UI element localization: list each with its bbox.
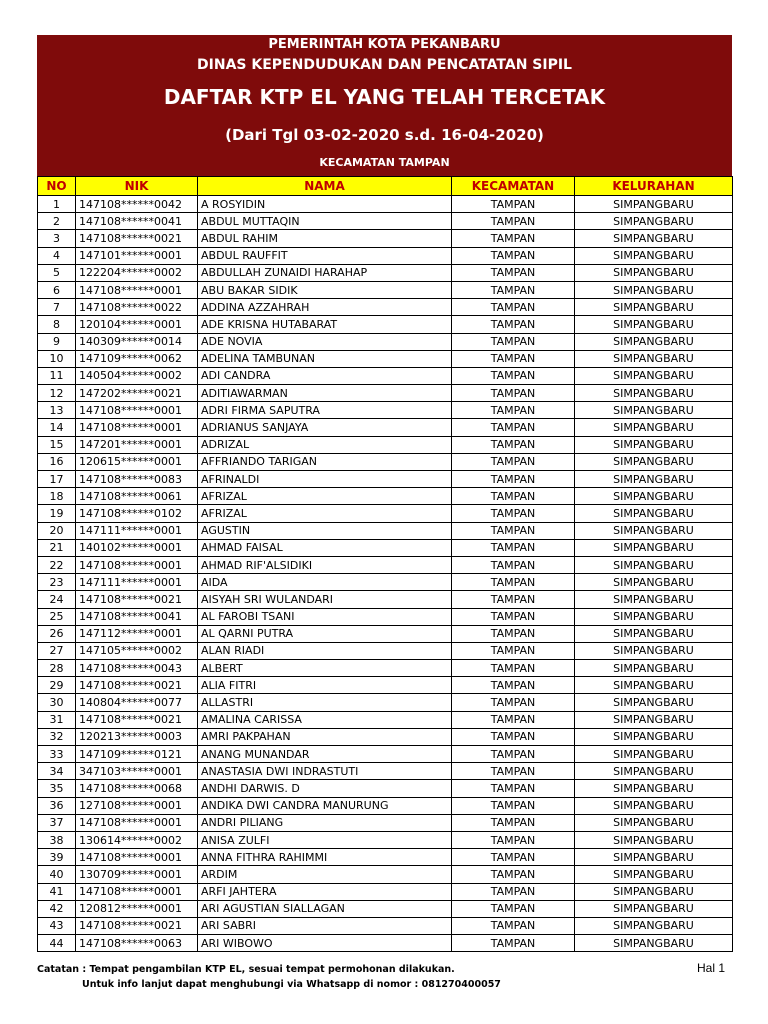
cell-nama: A ROSYIDIN xyxy=(198,196,452,213)
cell-kelurahan: SIMPANGBARU xyxy=(575,299,733,316)
cell-nama: ADE KRISNA HUTABARAT xyxy=(198,316,452,333)
cell-nik: 130614******0002 xyxy=(76,831,198,848)
cell-no: 27 xyxy=(38,642,76,659)
cell-nama: ABU BAKAR SIDIK xyxy=(198,281,452,298)
cell-nik: 147108******0001 xyxy=(76,883,198,900)
cell-kelurahan: SIMPANGBARU xyxy=(575,453,733,470)
cell-kelurahan: SIMPANGBARU xyxy=(575,230,733,247)
cell-kecamatan: TAMPAN xyxy=(452,642,575,659)
cell-no: 23 xyxy=(38,574,76,591)
cell-no: 5 xyxy=(38,264,76,281)
cell-kelurahan: SIMPANGBARU xyxy=(575,471,733,488)
cell-nama: ANANG MUNANDAR xyxy=(198,746,452,763)
cell-no: 29 xyxy=(38,677,76,694)
cell-kelurahan: SIMPANGBARU xyxy=(575,522,733,539)
table-row xyxy=(38,402,733,419)
cell-no: 28 xyxy=(38,660,76,677)
cell-nama: ANNA FITHRA RAHIMMI xyxy=(198,849,452,866)
cell-nik: 147108******0021 xyxy=(76,591,198,608)
table-row xyxy=(38,660,733,677)
cell-nik: 147111******0001 xyxy=(76,574,198,591)
table-row xyxy=(38,625,733,642)
cell-nik: 147109******0062 xyxy=(76,350,198,367)
table-row xyxy=(38,746,733,763)
cell-nama: ADE NOVIA xyxy=(198,333,452,350)
col-header-no: NO xyxy=(38,177,76,196)
cell-kecamatan: TAMPAN xyxy=(452,385,575,402)
cell-nik: 147108******0083 xyxy=(76,471,198,488)
cell-nama: ARDIM xyxy=(198,866,452,883)
table-row xyxy=(38,883,733,900)
cell-nik: 147108******0063 xyxy=(76,935,198,952)
table-row xyxy=(38,780,733,797)
cell-nama: ADITIAWARMAN xyxy=(198,385,452,402)
cell-kecamatan: TAMPAN xyxy=(452,660,575,677)
table-row xyxy=(38,935,733,952)
col-header-kecamatan: KECAMATAN xyxy=(452,177,575,196)
table-row xyxy=(38,213,733,230)
cell-no: 40 xyxy=(38,866,76,883)
cell-no: 15 xyxy=(38,436,76,453)
table-row xyxy=(38,917,733,934)
table-row xyxy=(38,711,733,728)
cell-nik: 147111******0001 xyxy=(76,522,198,539)
cell-nama: ABDULLAH ZUNAIDI HARAHAP xyxy=(198,264,452,281)
cell-kecamatan: TAMPAN xyxy=(452,574,575,591)
cell-kelurahan: SIMPANGBARU xyxy=(575,350,733,367)
cell-nama: ADELINA TAMBUNAN xyxy=(198,350,452,367)
table-row xyxy=(38,247,733,264)
cell-nik: 147108******0001 xyxy=(76,556,198,573)
cell-no: 32 xyxy=(38,728,76,745)
cell-kecamatan: TAMPAN xyxy=(452,556,575,573)
table-row xyxy=(38,316,733,333)
cell-kecamatan: TAMPAN xyxy=(452,488,575,505)
cell-no: 43 xyxy=(38,917,76,934)
header-banner xyxy=(37,35,732,176)
cell-kecamatan: TAMPAN xyxy=(452,333,575,350)
table-row xyxy=(38,453,733,470)
cell-no: 26 xyxy=(38,625,76,642)
table-row xyxy=(38,763,733,780)
table-row xyxy=(38,264,733,281)
cell-nama: ALBERT xyxy=(198,660,452,677)
cell-kelurahan: SIMPANGBARU xyxy=(575,866,733,883)
page-number: Hal 1 xyxy=(697,961,726,975)
cell-nama: ARI WIBOWO xyxy=(198,935,452,952)
cell-kelurahan: SIMPANGBARU xyxy=(575,213,733,230)
cell-no: 22 xyxy=(38,556,76,573)
cell-kecamatan: TAMPAN xyxy=(452,917,575,934)
cell-kecamatan: TAMPAN xyxy=(452,831,575,848)
cell-kelurahan: SIMPANGBARU xyxy=(575,746,733,763)
cell-no: 31 xyxy=(38,711,76,728)
cell-kecamatan: TAMPAN xyxy=(452,625,575,642)
cell-nama: ABDUL MUTTAQIN xyxy=(198,213,452,230)
cell-no: 8 xyxy=(38,316,76,333)
cell-nik: 147108******0001 xyxy=(76,281,198,298)
cell-no: 6 xyxy=(38,281,76,298)
cell-no: 19 xyxy=(38,505,76,522)
cell-no: 2 xyxy=(38,213,76,230)
cell-kecamatan: TAMPAN xyxy=(452,780,575,797)
cell-kecamatan: TAMPAN xyxy=(452,797,575,814)
cell-nik: 147108******0001 xyxy=(76,849,198,866)
cell-kelurahan: SIMPANGBARU xyxy=(575,556,733,573)
footnote-line-1: Catatan : Tempat pengambilan KTP EL, sesuai tempat permohonan dilakukan. xyxy=(37,964,455,975)
table-row xyxy=(38,574,733,591)
cell-kelurahan: SIMPANGBARU xyxy=(575,660,733,677)
cell-kecamatan: TAMPAN xyxy=(452,196,575,213)
cell-kecamatan: TAMPAN xyxy=(452,711,575,728)
cell-no: 24 xyxy=(38,591,76,608)
cell-kelurahan: SIMPANGBARU xyxy=(575,367,733,384)
cell-kelurahan: SIMPANGBARU xyxy=(575,797,733,814)
cell-kelurahan: SIMPANGBARU xyxy=(575,780,733,797)
cell-nama: AISYAH SRI WULANDARI xyxy=(198,591,452,608)
cell-kelurahan: SIMPANGBARU xyxy=(575,333,733,350)
cell-no: 4 xyxy=(38,247,76,264)
cell-kelurahan: SIMPANGBARU xyxy=(575,419,733,436)
cell-kelurahan: SIMPANGBARU xyxy=(575,316,733,333)
cell-nama: ADRIZAL xyxy=(198,436,452,453)
cell-no: 33 xyxy=(38,746,76,763)
cell-nik: 147108******0021 xyxy=(76,917,198,934)
cell-kelurahan: SIMPANGBARU xyxy=(575,917,733,934)
table-row xyxy=(38,694,733,711)
table-row xyxy=(38,522,733,539)
cell-nama: ANISA ZULFI xyxy=(198,831,452,848)
cell-no: 25 xyxy=(38,608,76,625)
cell-kecamatan: TAMPAN xyxy=(452,505,575,522)
cell-no: 13 xyxy=(38,402,76,419)
cell-nik: 130709******0001 xyxy=(76,866,198,883)
cell-no: 9 xyxy=(38,333,76,350)
cell-kelurahan: SIMPANGBARU xyxy=(575,883,733,900)
cell-no: 11 xyxy=(38,367,76,384)
cell-kecamatan: TAMPAN xyxy=(452,728,575,745)
cell-kecamatan: TAMPAN xyxy=(452,264,575,281)
cell-nama: ADDINA AZZAHRAH xyxy=(198,299,452,316)
cell-kelurahan: SIMPANGBARU xyxy=(575,728,733,745)
cell-nik: 147201******0001 xyxy=(76,436,198,453)
cell-kecamatan: TAMPAN xyxy=(452,281,575,298)
cell-no: 18 xyxy=(38,488,76,505)
cell-nik: 147108******0021 xyxy=(76,677,198,694)
government-name: PEMERINTAH KOTA PEKANBARU xyxy=(268,37,501,52)
cell-nik: 140309******0014 xyxy=(76,333,198,350)
table-row xyxy=(38,797,733,814)
cell-no: 38 xyxy=(38,831,76,848)
cell-nik: 140804******0077 xyxy=(76,694,198,711)
cell-kelurahan: SIMPANGBARU xyxy=(575,935,733,952)
cell-kecamatan: TAMPAN xyxy=(452,230,575,247)
cell-no: 14 xyxy=(38,419,76,436)
table-row xyxy=(38,728,733,745)
document-sheet xyxy=(37,35,732,952)
cell-nik: 147108******0021 xyxy=(76,711,198,728)
cell-nik: 147108******0102 xyxy=(76,505,198,522)
cell-kelurahan: SIMPANGBARU xyxy=(575,763,733,780)
cell-kecamatan: TAMPAN xyxy=(452,316,575,333)
cell-nama: AMALINA CARISSA xyxy=(198,711,452,728)
cell-nik: 147108******0042 xyxy=(76,196,198,213)
cell-kecamatan: TAMPAN xyxy=(452,367,575,384)
document-title: DAFTAR KTP EL YANG TELAH TERCETAK xyxy=(163,85,606,109)
cell-kelurahan: SIMPANGBARU xyxy=(575,385,733,402)
cell-kecamatan: TAMPAN xyxy=(452,591,575,608)
cell-nik: 147112******0001 xyxy=(76,625,198,642)
table-row xyxy=(38,488,733,505)
cell-kelurahan: SIMPANGBARU xyxy=(575,281,733,298)
cell-nik: 147202******0021 xyxy=(76,385,198,402)
table-row xyxy=(38,385,733,402)
cell-kecamatan: TAMPAN xyxy=(452,471,575,488)
cell-no: 35 xyxy=(38,780,76,797)
cell-no: 7 xyxy=(38,299,76,316)
cell-no: 30 xyxy=(38,694,76,711)
cell-nik: 147109******0121 xyxy=(76,746,198,763)
table-row xyxy=(38,608,733,625)
table-row xyxy=(38,196,733,213)
cell-no: 42 xyxy=(38,900,76,917)
cell-nik: 120104******0001 xyxy=(76,316,198,333)
cell-nik: 147108******0068 xyxy=(76,780,198,797)
cell-kecamatan: TAMPAN xyxy=(452,247,575,264)
cell-nama: ANDRI PILIANG xyxy=(198,814,452,831)
table-row xyxy=(38,900,733,917)
cell-kelurahan: SIMPANGBARU xyxy=(575,264,733,281)
cell-nik: 120615******0001 xyxy=(76,453,198,470)
cell-nik: 147101******0001 xyxy=(76,247,198,264)
cell-nama: ANDIKA DWI CANDRA MANURUNG xyxy=(198,797,452,814)
cell-kecamatan: TAMPAN xyxy=(452,694,575,711)
cell-nik: 147108******0043 xyxy=(76,660,198,677)
table-row xyxy=(38,539,733,556)
district-name: KECAMATAN TAMPAN xyxy=(319,156,450,169)
table-row xyxy=(38,591,733,608)
cell-nik: 122204******0002 xyxy=(76,264,198,281)
cell-kelurahan: SIMPANGBARU xyxy=(575,539,733,556)
ktp-list-table xyxy=(37,176,733,952)
cell-kecamatan: TAMPAN xyxy=(452,866,575,883)
cell-kecamatan: TAMPAN xyxy=(452,814,575,831)
cell-nama: AFRIZAL xyxy=(198,488,452,505)
cell-no: 17 xyxy=(38,471,76,488)
cell-nama: AFRIZAL xyxy=(198,505,452,522)
cell-nama: ADRI FIRMA SAPUTRA xyxy=(198,402,452,419)
cell-kecamatan: TAMPAN xyxy=(452,883,575,900)
cell-kelurahan: SIMPANGBARU xyxy=(575,849,733,866)
cell-no: 21 xyxy=(38,539,76,556)
cell-no: 16 xyxy=(38,453,76,470)
cell-kelurahan: SIMPANGBARU xyxy=(575,505,733,522)
table-row xyxy=(38,281,733,298)
cell-no: 10 xyxy=(38,350,76,367)
cell-kelurahan: SIMPANGBARU xyxy=(575,642,733,659)
cell-nama: ADRIANUS SANJAYA xyxy=(198,419,452,436)
cell-kelurahan: SIMPANGBARU xyxy=(575,402,733,419)
table-row xyxy=(38,677,733,694)
date-range: (Dari Tgl 03-02-2020 s.d. 16-04-2020) xyxy=(225,126,544,144)
cell-nik: 147108******0022 xyxy=(76,299,198,316)
cell-nama: AFFRIANDO TARIGAN xyxy=(198,453,452,470)
department-name: DINAS KEPENDUDUKAN DAN PENCATATAN SIPIL xyxy=(197,57,572,73)
cell-no: 20 xyxy=(38,522,76,539)
cell-kecamatan: TAMPAN xyxy=(452,935,575,952)
cell-nama: AHMAD RIF'ALSIDIKI xyxy=(198,556,452,573)
cell-nama: ALAN RIADI xyxy=(198,642,452,659)
cell-kelurahan: SIMPANGBARU xyxy=(575,488,733,505)
cell-nama: ABDUL RAUFFIT xyxy=(198,247,452,264)
cell-nama: AGUSTIN xyxy=(198,522,452,539)
cell-kecamatan: TAMPAN xyxy=(452,763,575,780)
cell-kecamatan: TAMPAN xyxy=(452,608,575,625)
cell-no: 1 xyxy=(38,196,76,213)
cell-nama: ADI CANDRA xyxy=(198,367,452,384)
table-row xyxy=(38,299,733,316)
cell-nik: 147108******0061 xyxy=(76,488,198,505)
cell-nama: AIDA xyxy=(198,574,452,591)
cell-kecamatan: TAMPAN xyxy=(452,677,575,694)
table-row xyxy=(38,505,733,522)
cell-kecamatan: TAMPAN xyxy=(452,900,575,917)
cell-nik: 347103******0001 xyxy=(76,763,198,780)
cell-nik: 140504******0002 xyxy=(76,367,198,384)
cell-kelurahan: SIMPANGBARU xyxy=(575,591,733,608)
cell-nik: 147108******0041 xyxy=(76,608,198,625)
cell-nama: ABDUL RAHIM xyxy=(198,230,452,247)
table-row xyxy=(38,814,733,831)
cell-kecamatan: TAMPAN xyxy=(452,539,575,556)
cell-kecamatan: TAMPAN xyxy=(452,402,575,419)
col-header-nama: NAMA xyxy=(198,177,452,196)
cell-nama: ANASTASIA DWI INDRASTUTI xyxy=(198,763,452,780)
cell-kecamatan: TAMPAN xyxy=(452,746,575,763)
cell-nik: 147108******0001 xyxy=(76,402,198,419)
cell-no: 37 xyxy=(38,814,76,831)
cell-kelurahan: SIMPANGBARU xyxy=(575,625,733,642)
table-header-row xyxy=(38,177,733,196)
table-row xyxy=(38,350,733,367)
cell-kelurahan: SIMPANGBARU xyxy=(575,831,733,848)
cell-kecamatan: TAMPAN xyxy=(452,213,575,230)
cell-nama: ARI SABRI xyxy=(198,917,452,934)
table-row xyxy=(38,849,733,866)
cell-kecamatan: TAMPAN xyxy=(452,436,575,453)
cell-nama: ARI AGUSTIAN SIALLAGAN xyxy=(198,900,452,917)
cell-kelurahan: SIMPANGBARU xyxy=(575,814,733,831)
cell-nik: 147108******0021 xyxy=(76,230,198,247)
cell-nama: AHMAD FAISAL xyxy=(198,539,452,556)
cell-kelurahan: SIMPANGBARU xyxy=(575,247,733,264)
cell-nama: AFRINALDI xyxy=(198,471,452,488)
table-row xyxy=(38,230,733,247)
table-row xyxy=(38,866,733,883)
cell-nama: ARFI JAHTERA xyxy=(198,883,452,900)
cell-nik: 147108******0001 xyxy=(76,814,198,831)
cell-kelurahan: SIMPANGBARU xyxy=(575,900,733,917)
cell-nama: ALIA FITRI xyxy=(198,677,452,694)
table-row xyxy=(38,471,733,488)
cell-kecamatan: TAMPAN xyxy=(452,419,575,436)
table-row xyxy=(38,333,733,350)
cell-kecamatan: TAMPAN xyxy=(452,849,575,866)
table-row xyxy=(38,831,733,848)
cell-kelurahan: SIMPANGBARU xyxy=(575,196,733,213)
cell-kecamatan: TAMPAN xyxy=(452,350,575,367)
cell-kelurahan: SIMPANGBARU xyxy=(575,677,733,694)
cell-kelurahan: SIMPANGBARU xyxy=(575,694,733,711)
table-body xyxy=(38,196,733,952)
cell-kecamatan: TAMPAN xyxy=(452,299,575,316)
footnote-line-2: Untuk info lanjut dapat menghubungi via Whatsapp di nomor : 081270400057 xyxy=(82,979,501,990)
cell-nik: 120213******0003 xyxy=(76,728,198,745)
cell-no: 39 xyxy=(38,849,76,866)
cell-nik: 120812******0001 xyxy=(76,900,198,917)
cell-no: 34 xyxy=(38,763,76,780)
cell-nama: ANDHI DARWIS. D xyxy=(198,780,452,797)
cell-no: 12 xyxy=(38,385,76,402)
cell-kelurahan: SIMPANGBARU xyxy=(575,711,733,728)
cell-nama: AL QARNI PUTRA xyxy=(198,625,452,642)
cell-nik: 147108******0041 xyxy=(76,213,198,230)
cell-nik: 147105******0002 xyxy=(76,642,198,659)
table-row xyxy=(38,556,733,573)
col-header-nik: NIK xyxy=(76,177,198,196)
cell-nik: 127108******0001 xyxy=(76,797,198,814)
cell-kelurahan: SIMPANGBARU xyxy=(575,574,733,591)
cell-nama: AL FAROBI TSANI xyxy=(198,608,452,625)
table-row xyxy=(38,436,733,453)
cell-nik: 140102******0001 xyxy=(76,539,198,556)
cell-kecamatan: TAMPAN xyxy=(452,453,575,470)
col-header-kelurahan: KELURAHAN xyxy=(575,177,733,196)
cell-no: 3 xyxy=(38,230,76,247)
table-row xyxy=(38,642,733,659)
cell-no: 36 xyxy=(38,797,76,814)
cell-no: 44 xyxy=(38,935,76,952)
cell-kelurahan: SIMPANGBARU xyxy=(575,436,733,453)
cell-nama: AMRI PAKPAHAN xyxy=(198,728,452,745)
table-row xyxy=(38,419,733,436)
cell-kecamatan: TAMPAN xyxy=(452,522,575,539)
cell-nama: ALLASTRI xyxy=(198,694,452,711)
cell-kelurahan: SIMPANGBARU xyxy=(575,608,733,625)
table-row xyxy=(38,367,733,384)
cell-no: 41 xyxy=(38,883,76,900)
cell-nik: 147108******0001 xyxy=(76,419,198,436)
footnote xyxy=(37,962,501,992)
